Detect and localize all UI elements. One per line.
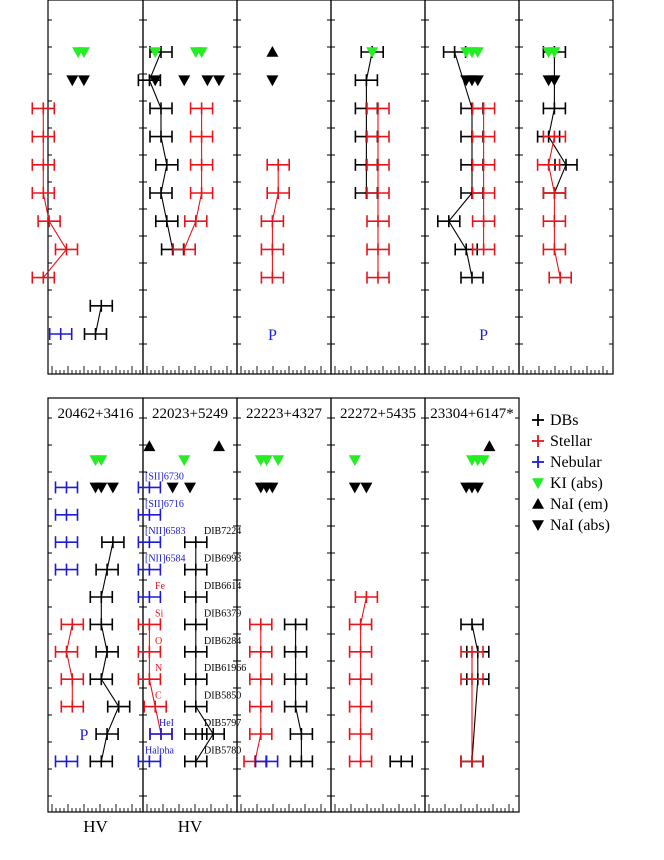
legend-label: Nebular [550,454,602,471]
stellar-point [350,728,372,740]
panel-title: 22223+4327 [246,406,322,422]
dbs-point [90,755,112,767]
panel-1-4 [331,0,425,374]
dbs-point [90,300,112,312]
stellar-point [461,646,483,658]
dbs-point [156,215,178,227]
stellar-point [538,159,560,171]
dbs-point [150,102,172,114]
stellar-point [350,701,372,713]
stellar-point [543,187,565,199]
stellar-point [549,272,571,284]
nai-em-marker [266,46,278,57]
nai-abs-marker [107,483,119,494]
panel-title: 22272+5435 [340,406,416,422]
stellar-point [350,755,372,767]
stellar-point [56,646,78,658]
stellar-series-line [67,624,73,706]
dbs-point [390,755,412,767]
panel-grid [32,0,613,836]
nai-abs-marker [266,75,278,86]
stellar-point [473,215,495,227]
ki-abs-marker [272,455,284,466]
dbs-point [96,564,118,576]
label-p: P [79,727,89,744]
line-annotation: [SII]6730 [145,471,184,483]
legend-label: KI (abs) [550,475,603,492]
nebular-point [56,755,78,767]
stellar-point [267,159,289,171]
dbs-point [90,673,112,685]
stellar-point [350,618,372,630]
stellar-point [461,673,483,685]
line-annotation: [SII]6716 [145,498,184,510]
legend-label: Stellar [550,433,592,450]
dbs-point [96,728,118,740]
dbs-point [285,673,307,685]
dbs-point [461,272,483,284]
nai-em-marker [143,440,155,451]
dbs-point [185,728,207,740]
line-annotation: Halpha [145,745,174,757]
legend-entry [532,475,603,492]
stellar-point [367,187,389,199]
stellar-point [61,673,83,685]
nebular-point [56,536,78,548]
legend [532,412,610,534]
panel-frame [237,398,331,812]
line-annotation: DIB6993 [204,553,242,565]
legend-label: NaI (abs) [550,517,610,534]
stellar-point [261,215,283,227]
nai-abs-marker [213,75,225,86]
line-annotation: DIB6379 [204,608,242,620]
nai-abs-marker [167,483,179,494]
panel-1-5 [425,0,519,374]
line-annotation: O [155,635,163,647]
nai-em-marker [483,440,495,451]
ki-abs-marker [349,455,361,466]
panel-1-2 [138,0,237,374]
panel-2-4 [331,398,425,812]
stellar-point [191,187,213,199]
line-annotation: DIB5780 [204,745,242,757]
dbs-point [90,591,112,603]
stellar-point [355,591,377,603]
nebular-point [150,728,172,740]
line-annotation: HeI [159,718,174,729]
stellar-point [543,243,565,255]
label-p: P [479,327,489,344]
stellar-series-line [255,624,261,761]
stellar-point [350,646,372,658]
stellar-point [138,618,160,630]
stellar-point [367,215,389,227]
stellar-point [367,102,389,114]
legend-label: NaI (em) [550,496,609,513]
line-annotation: [NII]6583 [145,526,186,538]
dbs-point [156,159,178,171]
panel-frame [237,0,331,374]
stellar-point [473,131,495,143]
nebular-point [138,591,160,603]
dbs-point [290,755,312,767]
nai-abs-marker [201,75,213,86]
stellar-point [32,102,54,114]
dbs-point [85,328,107,340]
dbs-series-line [366,52,372,193]
stellar-point [32,187,54,199]
dbs-point [102,536,124,548]
stellar-point [32,159,54,171]
nebular-point [138,564,160,576]
panel-2-3 [237,398,331,812]
nai-em-marker [213,440,225,451]
x-axis-label: HV [83,817,108,836]
dbs-series-line [296,624,302,761]
dbs-point [438,215,460,227]
line-annotation: DIB5850 [204,690,242,702]
stellar-point [61,618,83,630]
stellar-point [56,243,78,255]
stellar-point [191,159,213,171]
dbs-point [108,701,130,713]
dbs-point [355,74,377,86]
stellar-point [138,646,160,658]
stellar-point [250,646,272,658]
panel-1-1 [32,0,143,374]
stellar-point [473,159,495,171]
x-axis-label: HV [177,817,203,836]
stellar-point [191,102,213,114]
nebular-point [138,755,160,767]
ki-abs-marker [178,455,190,466]
line-annotation: Si [155,608,164,620]
stellar-point [543,215,565,227]
dbs-series-line [472,624,478,761]
stellar-point [250,618,272,630]
dbs-point [185,564,207,576]
nai-abs-marker [184,483,196,494]
stellar-point [250,673,272,685]
line-annotation: DIB61966 [204,663,247,675]
line-annotation: [NII]6584 [145,553,186,565]
dbs-point [185,701,207,713]
stellar-point [350,673,372,685]
panel-1-3 [237,0,331,374]
stellar-point [191,131,213,143]
stellar-point [138,673,160,685]
line-annotation: Fe [155,581,165,592]
stellar-point [38,215,60,227]
nai-abs-marker [178,75,190,86]
panel-2-2 [138,398,246,836]
nebular-point [56,481,78,493]
stellar-point [367,243,389,255]
dbs-point [185,536,207,548]
panel-2-5 [425,398,519,812]
dbs-series-line [549,52,566,193]
dbs-point [185,673,207,685]
nebular-point [138,536,160,548]
dbs-point [185,755,207,767]
line-annotation: DIB5797 [204,718,242,729]
panel-2-1 [48,398,143,836]
stellar-point [473,187,495,199]
nai-abs-marker [360,483,372,494]
nebular-point [56,509,78,521]
stellar-series-line [549,137,561,278]
nai-abs-marker [349,483,361,494]
stellar-point [367,159,389,171]
stellar-point [267,187,289,199]
line-annotation: DIB7224 [204,526,242,538]
line-annotation: DIB6614 [204,581,242,592]
legend-entry [532,412,578,429]
stellar-point [32,131,54,143]
nebular-point [138,509,160,521]
legend-entry [532,433,592,450]
nebular-point [138,481,160,493]
panel-frame [48,0,143,374]
dbs-point [290,728,312,740]
stellar-point [367,131,389,143]
nai-abs-marker [78,75,90,86]
dbs-point [285,618,307,630]
stellar-point [473,243,495,255]
dbs-point [90,618,112,630]
stellar-point [261,243,283,255]
stellar-point [32,272,54,284]
stellar-point [367,272,389,284]
dbs-point [185,618,207,630]
panel-title: 23304+6147* [430,406,514,422]
stellar-point [261,272,283,284]
nebular-point [50,328,72,340]
line-annotation: DIB6284 [204,635,242,647]
legend-entry [532,496,608,513]
stellar-point [173,243,195,255]
stellar-point [543,131,565,143]
legend-entry [532,454,602,471]
stellar-point [144,701,166,713]
label-p: P [267,327,277,344]
dbs-point [185,646,207,658]
panel-frame [331,398,425,812]
stellar-point [185,215,207,227]
dbs-point [543,102,565,114]
dbs-point [285,701,307,713]
line-annotation: C [155,690,162,702]
dbs-point [150,187,172,199]
stellar-point [250,728,272,740]
nebular-point [256,755,278,767]
nai-abs-marker [66,75,78,86]
stellar-point [61,701,83,713]
legend-label: DBs [550,412,579,429]
stellar-series-line [184,108,201,249]
stellar-point [473,102,495,114]
dbs-point [185,591,207,603]
line-annotation: N [155,663,163,675]
panel-title: 20462+3416 [57,406,134,422]
stellar-point [250,701,272,713]
dbs-point [150,131,172,143]
stellar-point [461,755,483,767]
dbs-point [96,646,118,658]
dbs-point [461,618,483,630]
nebular-point [56,564,78,576]
legend-entry [532,517,610,534]
dbs-series-line [96,306,102,334]
panel-title: 22023+5249 [152,406,228,422]
panel-1-6 [519,0,613,374]
dbs-point [285,646,307,658]
